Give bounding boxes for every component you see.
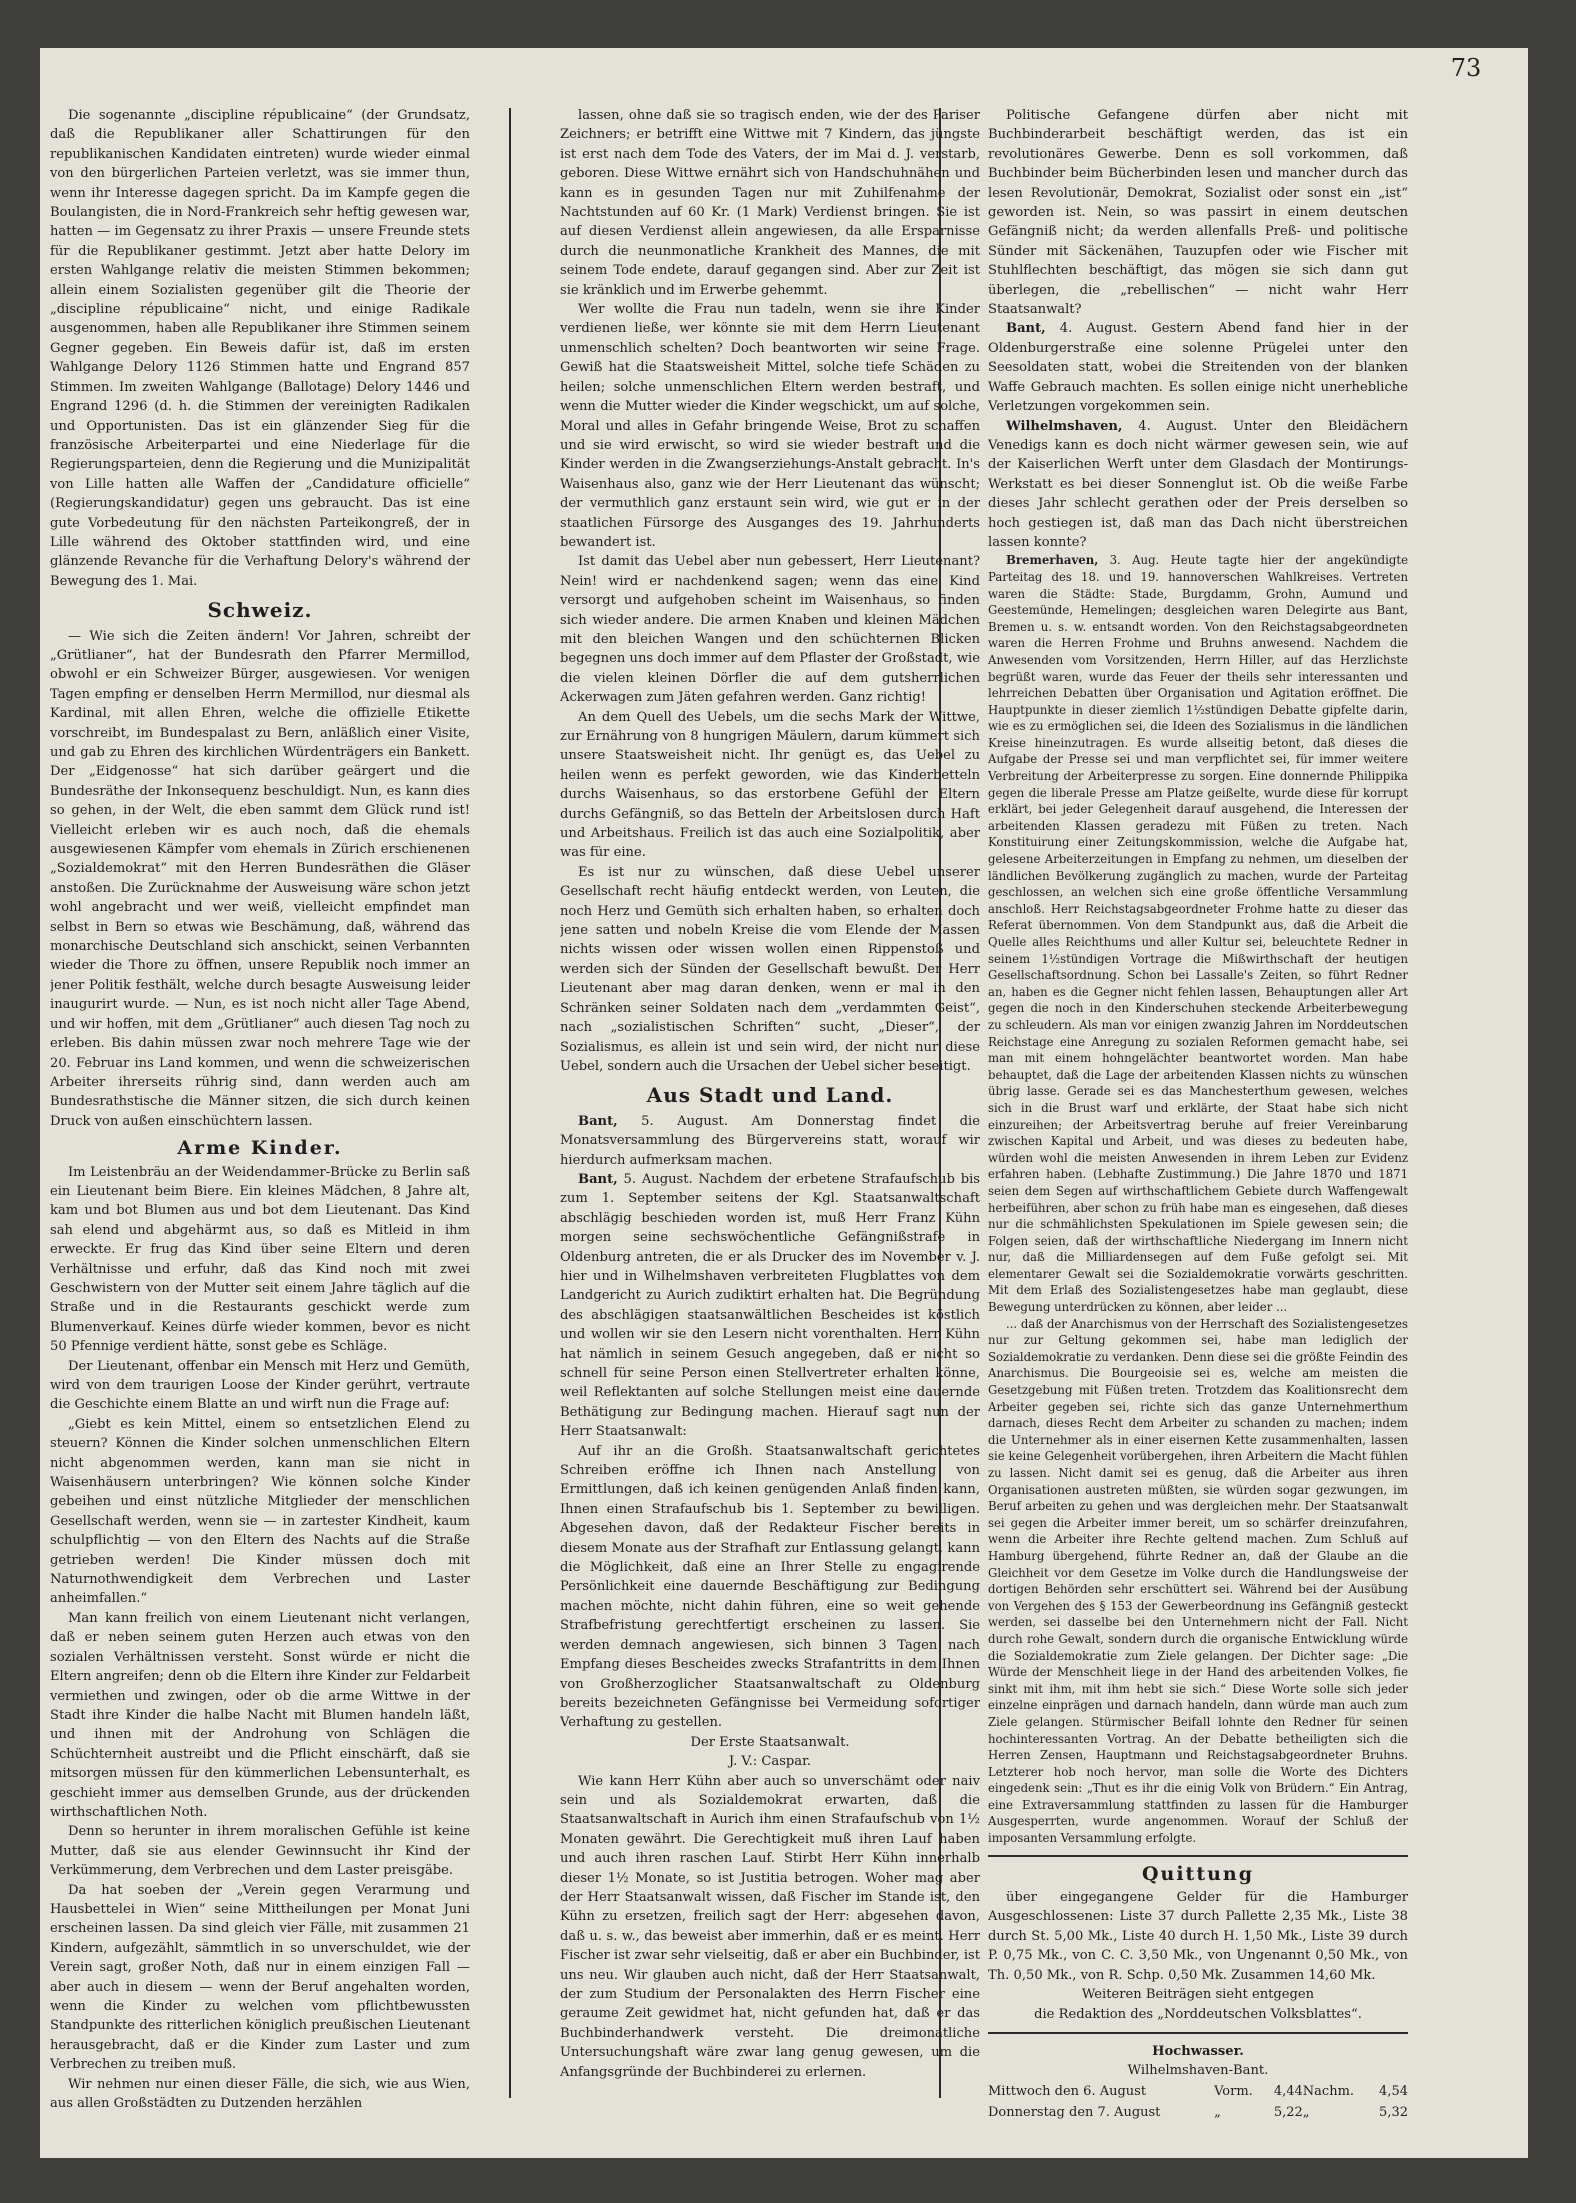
- tide-vorm-time: 4,44: [1273, 2083, 1303, 2099]
- signature-title: Der Erste Staatsanwalt.: [690, 1734, 850, 1750]
- news-item: [988, 552, 1408, 1315]
- article-paragraph: Man kann freilich von einem Lieutenant nicht verlangen, daß er neben seinem guten Herzen auch etwas von den sozialen Verhältnissen versteht. Sonst würde er nicht die Eltern angreifen; denn ob die Eltern ihre Kinder zur Feldarbeit vermiethen und zwingen, oder ob die arme Wittwe in der Stadt ihre Kinder die halbe Nacht mit Blumen handeln läßt, und ihnen mit der Androhung von Schlägen die Schüchternheit austreibt und die Pflicht einschärft, daß sie mitsorgen müssen für den kümmerlichen Lebensunterhalt, es geschieht immer aus demselben Grunde, aus der drückenden wirthschaftlichen Noth.: [50, 1610, 470, 1820]
- tide-nachm-label: „: [1302, 2105, 1310, 2121]
- article-paragraph: Wer wollte die Frau nun tadeln, wenn sie ihre Kinder verdienen ließe, wer könnte sie mit dem Herrn Lieutenant unmenschlich schelten? Doch beantworten wir seine Frage. Gewiß hat die Staatsweisheit Mittel, solche tiefe Schäden zu heilen; solche unmenschlichen Eltern werden bestraft, und wenn die Mutter wieder die Kinder wegschickt, um auf solche, Moral und alles in Gefahr bringende Weise, Brot zu schaffen und sie wird erwischt, so wird sie wieder bestraft und die Kinder werden in die Zwangserziehungs-Anstalt gebracht. In's Waisenhaus also, ganz wie der Herr Lieutenant das wünscht; der vermuthlich ganz erstaunt sein wird, wie gut er in der staatlichen Fürsorge des Ausganges des 19. Jahrhunderts bewandert ist.: [560, 302, 980, 550]
- news-item: [560, 1112, 980, 1170]
- receipt-note: Weiteren Beiträgen sieht entgegen: [1081, 1987, 1315, 2003]
- article-paragraph: lassen, ohne daß sie so tragisch enden, wie der des Pariser Zeichners; er betrifft eine Wittwe mit 7 Kindern, das jüngste ist erst nach dem Tode des Vaters, der im Mai d. J. verstarb, geboren. Diese Wittwe ernährt sich von Handschuhnähen und kann es in gesunden Tagen nur mit Zuhilfenahme der Nachtstunden auf 60 Kr. (1 Mark) Verdienst bringen. Sie ist auf diesen Verdienst allein angewiesen, da alle Ersparnisse durch die neunmonatliche Krankheit des Mannes, die mit seinem Tode endete, darauf gegangen sind. Aber zur Zeit ist sie kränklich und im Erwerbe gehemmt.: [560, 108, 980, 298]
- newspaper-page: [40, 48, 1528, 2158]
- dateline: Bant,: [1006, 321, 1046, 337]
- tide-table: [988, 2081, 1408, 2124]
- tide-day: Mittwoch den 6. August: [988, 2083, 1147, 2099]
- article-paragraph: Wie kann Herr Kühn aber auch so unverschämt oder naiv sein und als Sozialdemokrat erwarten, daß die Staatsanwaltschaft in Aurich ihm einen Strafaufschub von 1½ Monaten gewährt. Die Gerechtigkeit muß ihren Lauf haben und auch ihren raschen Lauf. Stirbt Herr Kühn innerhalb dieser 1½ Monate, so ist Justitia betrogen. Woher mag aber der Herr Staatsanwalt wissen, daß Fischer im Stande ist, den Kühn zu ersetzen, freilich sagt der Herr: abgesehen davon, daß u. s. w., das beweist aber immerhin, daß er es meint. Herr Fischer ist zwar sehr vielseitig, daß er aber ein Buchbinder, ist uns neu. Wir glauben auch nicht, daß der Herr Staatsanwalt, der zum Studium der Personalakten des Herrn Fischer eine geraume Zeit gewidmet hat, nicht gefunden hat, daß er das Buchbinderhandwerk versteht. Die dreimonatliche Untersuchungshaft wäre zwar lang genug gewesen, um die Anfangsgründe der Buchbinderei zu erlernen.: [560, 1773, 980, 2080]
- column-middle: [560, 106, 980, 2124]
- news-text: 5. August. Nachdem der erbetene Strafaufschub bis zum 1. September seitens der Kgl. Staatsanwaltschaft abschlägig beschieden worden ist, muß Herr Franz Kühn morgen seine sechswöchentliche Gefängnißstrafe in Oldenburg antreten, die er als Drucker des im November v. J. hier und in Wilhelmshaven verbreiteten Flugblattes von dem Landgericht zu Aurich zudiktirt erhalten hat. Die Begründung des abschlägigen staatsanwältlichen Bescheides ist köstlich und wollen wir sie den Lesern nicht vorenthalten. Herr Kühn hat nämlich in seinem Gesuch angegeben, daß er nicht so schnell für seine Person einen Stellvertreter erhalten könne, weil Reflektanten auf solche Stellungen meist eine dauernde Bethätigung zur Bedingung machen. Hierauf sagt nun der Herr Staatsanwalt:: [560, 1171, 980, 1440]
- article-paragraph: Es ist nur zu wünschen, daß diese Uebel unserer Gesellschaft recht häufig entdeckt werden, von Leuten, die noch Herz und Gemüth sich erhalten haben, so erhalten doch jene satten und nobeln Kreise die vom Elende der Massen nichts wissen oder wissen wollen einen Rippenstoß und werden sich der Sünden der Gesellschaft bewußt. Der Herr Lieutenant aber mag daran denken, wenn er mal in den Schränken seiner Soldaten nach dem „verdammten Geist“, nach „sozialistischen Schriften“ sucht, „Dieser“, der Sozialismus, es allein ist und sein wird, der nicht nur diese Uebel, sondern auch die Ursachen der Uebel sicher beseitigt.: [560, 864, 980, 1074]
- signature-name: J. V.: Caspar.: [728, 1754, 812, 1770]
- section-heading-schweiz: Schweiz.: [207, 598, 313, 623]
- dateline: Wilhelmshaven,: [1006, 418, 1123, 434]
- article-paragraph: Da hat soeben der „Verein gegen Verarmung und Hausbettelei in Wien“ seine Mittheilungen per Monat Juni erscheinen lassen. Da sind gleich vier Fälle, mit zusammen 21 Kindern, aufgezählt, sämmtlich in so unverschuldet, wie der Verein sagt, großer Noth, daß nur in einem einzigen Fall — aber auch in diesem — wenn der Beruf angehalten worden, wenn die Kinder zu welchen vom pflichtbewussten Standpunkte des ritterlichen königlich preußischen Lieutenant herausgebracht, daß er die Kinder zum Laster und zum Verbrechen zu treiben muß.: [50, 1882, 470, 2073]
- tide-vorm-label: Vorm.: [1214, 2083, 1253, 2099]
- heading-hochwasser: Hochwasser.: [1152, 2043, 1244, 2059]
- news-item: [560, 1170, 980, 1442]
- article-paragraph: An dem Quell des Uebels, um die sechs Mark der Wittwe, zur Ernährung von 8 hungrigen Mäulern, darum kümmert sich unsere Staatsweisheit nicht. Ihr genügt es, das Uebel zu heilen wenn es perfekt geworden, wie das Kinderbetteln durchs Waisenhaus, so das erstorbene Gefühl der Eltern durchs Gefängniß, so das Betteln der Arbeitslosen durch Haft und Arbeitshaus. Freilich ist das auch eine Sozialpolitik, aber was für eine.: [560, 709, 980, 861]
- news-item: [988, 417, 1408, 553]
- divider: [988, 1855, 1408, 1857]
- dateline: Bant,: [578, 1113, 618, 1129]
- news-item: [988, 319, 1408, 416]
- tide-nachm-time: 4,54: [1379, 2083, 1408, 2099]
- article-heading-arme-kinder: Arme Kinder.: [177, 1137, 343, 1160]
- article-paragraph: „Giebt es kein Mittel, einem so entsetzlichen Elend zu steuern? Können die Kinder solchen unmenschlichen Eltern nicht abgenommen werden, kann man sie nicht in Waisenhäusern unterbringen? Wie können solche Kinder gebeihen und einst nützliche Mitglieder der menschlichen Gesellschaft werden, wenn sie — in zartester Kindheit, kaum schulpflichtig — von den Eltern des Nachts auf die Straße getrieben werden! Die Kinder müssen doch mit Naturnothwendigkeit dem Verbrechen und Laster anheimfallen.“: [50, 1416, 470, 1607]
- article-paragraph: Wir nehmen nur einen dieser Fälle, die sich, wie aus Wien, aus allen Großstädten zu Dutzenden herzählen: [50, 2076, 470, 2112]
- news-text: 3. Aug. Heute tagte hier der angekündigte Parteitag des 18. und 19. hannoverschen Wahlkreises. Vertreten waren die Städte: Stade, Burgdamm, Grohn, Aumund und Geestemünde, Hemelingen; desgleichen waren Delegirte aus Bant, Bremen u. s. w. entsandt worden. Von den Reichstagsabgeordneten waren die Herren Frohme und Bruhns anwesend. Nachdem die Anwesenden vom Vorsitzenden, Herrn Hiller, auf das Herzlichste begrüßt waren, wurde das Feuer der theils sehr interessanten und lehrreichen Debatten über Organisation und Agitation eröffnet. Die Hauptpunkte in dieser ziemlich 1½stündigen Debatte gipfelte darin, wie es zu ermöglichen sei, die Ideen des Sozialismus in die ländlichen Kreise hineinzutragen. Es wurde allseitig betont, daß dieses die Aufgabe der Presse sei und man verpflichtet sei, für immer weitere Verbreitung der Arbeiterpresse zu sorgen. Eine donnernde Philippika gegen die liberale Presse am Platze geißelte, wurde diese für korrupt erklärt, bei jeder Gelegenheit darauf ausgehend, die Interessen der arbeitenden Klassen geradezu mit Füßen zu treten. Nach Konstituirung einer Zeitungskommission, welche die Aufgabe hat, gelesene Arbeiterzeitungen in Empfang zu nehmen, um dieselben der ländlichen Bevölkerung zugänglich zu machen, wurde der Parteitag geschlossen, an welchen sich eine große öffentliche Versammlung anschloß. Herr Reichstagsabgeordneter Frohme hatte zu dieser das Referat übernommen. Von dem Standpunkt aus, daß die Arbeit die Quelle alles Reichthums und aller Kultur sei, beleuchtete Redner in seinem 1½stündigen Vortrage die Mißwirthschaft der heutigen Gesellschaftsordnung. Schon bei Lassalle's Zeiten, so führt Redner an, haben es die Gegner nicht fehlen lassen, Behauptungen aller Art gegen die noch in den Kinderschuhen steckende Arbeiterbewegung zu schleudern. Als man vor einigen zwanzig Jahren im Norddeutschen Reichstage eine Anregung zu sozialen Reformen gemacht habe, sei man mit einem hohngelächter beantwortet worden. Man habe behauptet, daß die Lage der arbeitenden Klassen nichts zu wünschen übrig lasse. Gerade sei es das Manchesterthum gewesen, welches sich in die Brust warf und erklärte, der Staat habe sich nicht einzureihen; der Arbeitsvertrag beruhe auf freier Vereinbarung zwischen Kapital und Arbeit, und was dieses zu bedeuten habe, würden wohl die meisten Anwesenden in ihrem Leben zur Evidenz erfahren haben. (Lebhafte Zustimmung.) Die Jahre 1870 und 1871 seien dem Segen auf wirthschaftlichem Gebiete durch Waffengewalt herbeiführen, aber schon zu früh habe man es eingesehen, daß dieses nur die schmählichsten Spekulationen im Spiele gewesen sein; die Folgen seien, daß der wirthschaftliche Niedergang im Innern nicht nur, daß die Milliardensegen auf dem Fuße gefolgt sei. Mit elementarer Gewalt sei die Sozialdemokratie vorwärts geschritten. Mit dem Erlaß des Sozialistengesetzes habe man geglaubt, diese Bewegung unterdrücken zu können, aber leider ...: [988, 553, 1408, 1315]
- hochwasser-location: Wilhelmshaven-Bant.: [1127, 2063, 1269, 2079]
- dateline: Bremerhaven,: [1006, 553, 1099, 568]
- article-paragraph: Ist damit das Uebel aber nun gebessert, Herr Lieutenant? Nein! wird er nachdenkend sagen; wenn das eine Kind versorgt und aufgehoben scheint im Waisenhaus, so finden sich wieder andere. Die armen Knaben und kleinen Mädchen mit den bleichen Wangen und den schüchternen Blicken begegnen uns doch immer auf dem Pflaster der Großstadt, wie die vielen kleinen Dörfler die auf dem gutsherrlichen Ackerwagen zum Jäten gefahren werden. Ganz richtig!: [560, 554, 980, 706]
- receipt-signature: die Redaktion des „Norddeutschen Volksblattes“.: [1034, 2006, 1362, 2022]
- article-paragraph: Der Lieutenant, offenbar ein Mensch mit Herz und Gemüth, wird von dem traurigen Loose der Kinder gerührt, vertraute die Geschichte einem Blatte an und wirft nun die Frage auf:: [50, 1358, 470, 1413]
- article-paragraph: Politische Gefangene dürfen aber nicht mit Buchbinderarbeit beschäftigt werden, das ist ein revolutionäres Gewerbe. Denn es soll vorkommen, daß Buchbinder beim Bücherbinden lesen und mancher durch das lesen Revolutionär, Demokrat, Sozialist oder sonst ein „ist“ geworden ist. Nein, so was passirt in einem deutschen Gefängniß nicht; da werden allenfalls Preß- und politische Sünder mit Säckenähen, Tauzupfen oder wie Fischer mit Stuhlflechten beschäftigt, das mögen sie sich dann gut überlegen, die „rebellischen“ — nicht wahr Herr Staatsanwalt?: [988, 108, 1408, 318]
- section-heading-aus-stadt-und-land: Aus Stadt und Land.: [646, 1083, 894, 1108]
- article-paragraph: Im Leistenbräu an der Weidendammer-Brücke zu Berlin saß ein Lieutenant beim Biere. Ein kleines Mädchen, 8 Jahre alt, kam und bot Blumen aus und bot dem Lieutenant. Das Kind sah elend und abgehärmt aus, so daß es Mitleid in ihm erweckte. Er frug das Kind über seine Eltern und deren Verhältnisse und erfuhr, daß das Kind noch mit zwei Geschwistern von der Mutter seit einem Jahre täglich auf die Straße und in die Restaurants geschickt werde zum Blumenverkauf. Keines dürfe wieder kommen, bevor es nicht 50 Pfennige verdient hätte, sonst gebe es Schläge.: [50, 1164, 470, 1355]
- quoted-letter: Auf ihr an die Großh. Staatsanwaltschaft gerichtetes Schreiben eröffne ich Ihnen nach Anstellung von Ermittlungen, daß ich keinen genügenden Anlaß finden kann, Ihnen einen Strafaufschub bis 1. September zu bewilligen. Abgesehen davon, daß der Redakteur Fischer bereits in diesem Monate aus der Strafhaft zur Entlassung gelangt, kann die Möglichkeit, daß eine an Ihrer Stelle zu engagirende Persönlichkeit eine dauernde Beschäftigung zur Bedingung machen möchte, nicht dahin führen, eine so weit gehende Strafbefristung gerechtfertigt erscheinen zu lassen. Sie werden demnach angewiesen, sich binnen 3 Tagen nach Empfang dieses Bescheides zwecks Strafantritts in dem Ihnen von Großherzoglicher Staatsanwaltschaft zu Oldenburg bereits bezeichneten Gefängnisse bei Vermeidung sofortiger Verhaftung zu gestellen.: [560, 1443, 980, 1731]
- dateline: Bant,: [578, 1171, 618, 1187]
- article-paragraph: Denn so herunter in ihrem moralischen Gefühle ist keine Mutter, daß sie aus elender Gewinnsucht ihr Kind der Verkümmerung, dem Verbrechen und dem Laster preisgäbe.: [50, 1824, 470, 1879]
- page-number: 73: [1450, 54, 1482, 82]
- table-row: [988, 2081, 1408, 2102]
- tide-vorm-label: „: [1214, 2105, 1221, 2121]
- news-text: 4. August. Unter den Bleidächern Venedigs kann es doch nicht wärmer gewesen sein, wie auf der Kaiserlichen Werft unter dem Glasdach der Montirungs-Werkstatt es bei dieser Sonnenglut ist. Ob die weiße Farbe dieses Jahr schlecht gerathen oder der Preis derselben so hoch gestiegen ist, daß man das Dach nicht überstreichen lassen konnte?: [988, 418, 1408, 550]
- receipt-text: über eingegangene Gelder für die Hamburger Ausgeschlossenen: Liste 37 durch Pallette 2,35 Mk., Liste 38 durch St. 5,00 Mk., Liste 40 durch H. 1,50 Mk., Liste 39 durch P. 0,75 Mk., von C. C. 3,50 Mk., von Ungenannt 0,50 Mk., von Th. 0,50 Mk., von R. Schp. 0,50 Mk. Zusammen 14,60 Mk.: [988, 1890, 1408, 1983]
- tide-nachm-label: Nachm.: [1302, 2083, 1355, 2099]
- tide-nachm-time: 5,32: [1379, 2105, 1408, 2121]
- column-right: [988, 106, 1408, 2124]
- report-bremerhaven: [988, 552, 1408, 1846]
- news-text: 5. August. Am Donnerstag findet die Monatsversammlung des Bürgervereins statt, worauf wir hierdurch aufmerksam machen.: [560, 1113, 980, 1168]
- table-row: [988, 2102, 1408, 2123]
- tide-day: Donnerstag den 7. August: [988, 2105, 1161, 2121]
- heading-quittung: Quittung: [1141, 1862, 1255, 1885]
- news-text-continued: ... daß der Anarchismus von der Herrschaft des Sozialistengesetzes nur zur Geltung gekommen sei, habe man lediglich der Sozialdemokratie zu verdanken. Denn diese sei die größte Feindin des Anarchismus. Die Bourgeoisie sei es, welche am meisten die Gesetzgebung mit Füßen treten. Trotzdem das Koalitionsrecht dem Arbeiter gegeben sei, richte sich das ganze Unternehmerthum darnach, dieses Recht dem Arbeiter zu schanden zu machen; indem die Unternehmer als in einer eisernen Kette zusammenhalten, lassen sie keine Gelegenheit vorübergehen, ihren Arbeitern die Macht fühlen zu lassen. Nicht damit sei es genug, daß die Arbeiter aus ihren Organisationen austreten müßten, sie würden sogar gezwungen, im Beruf arbeiten zu gehen und was dergleichen mehr. Der Staatsanwalt sei gegen die Arbeiter immer bereit, um so schärfer dreinzufahren, wenn die Arbeiter ihre Rechte geltend machen. Zum Schluß auf Hamburg übergehend, führte Redner an, daß der Glaube an die Gleichheit vor dem Gesetze im Volke durch die Handlungsweise der dortigen Behörden sehr erschüttert sei. Während bei der Ausübung von Vergehen des § 153 der Gewerbeordnung ins Gefängniß gesteckt werden, sei dasselbe bei den Unternehmern nicht der Fall. Nicht durch rohe Gewalt, sondern durch die organische Entwicklung würde die Sozialdemokratie zum Ziele gelangen. Der Dichter sage: „Die Würde der Menschheit liege in der Hand des arbeitenden Volkes, fie sinkt mit ihm, mit ihm hebt sie sich.“ Diese Worte solle sich jeder einzelne einprägen und darnach handeln, dann würde man auch zum Ziele gelangen. Stürmischer Beifall lohnte den Redner für seinen hochinteressanten Vortrag. An der Debatte betheiligten sich die Herren Zensen, Hauptmann und Reichstagsabgeordneter Bruhns. Letzterer hob noch hervor, man solle die Worte des Dichters eingedenk sein: „Thut es ihr die einig Volk von Brüdern.“ Ein Antrag, eine Extraversammlung stattfinden zu lassen für die Hamburger Ausgesperrten, wurde angenommen. Worauf der Schluß der imposanten Versammlung erfolgte.: [988, 1316, 1408, 1846]
- tide-vorm-time: 5,22: [1273, 2105, 1303, 2121]
- news-text: 4. August. Gestern Abend fand hier in der Oldenburgerstraße eine solenne Prügelei unter den Seesoldaten statt, wobei die Streitenden von der blanken Waffe Gebrauch machten. Es sollen einige nicht unerhebliche Verletzungen vorgekommen sein.: [988, 321, 1408, 415]
- divider: [988, 2032, 1408, 2034]
- article-paragraph: — Wie sich die Zeiten ändern! Vor Jahren, schreibt der „Grütlianer“, hat der Bundesrath den Pfarrer Mermillod, obwohl er ein Schweizer Bürger, ausgewiesen. Vor wenigen Tagen empfing er denselben Herrn Mermillod, nur diesmal als Kardinal, mit allen Ehren, welche die offizielle Etikette vorschreibt, im Bundespalast zu Bern, anläßlich einer Visite, und gab zu Ehren des kirchlichen Würdenträgers ein Bankett. Der „Eidgenosse“ hat sich darüber geärgert und die Bundesräthe der Inkonsequenz beschuldigt. Nun, es kann dies so gehen, in der Welt, die eben sammt dem Glück rund ist! Vielleicht erleben wir es auch noch, daß die ehemals ausgewiesenen Kämpfer vom ehemals in Zürich erschienenen „Sozialdemokrat“ mit den Herren Bundesräthen die Gläser anstoßen. Die Zurücknahme der Ausweisung wäre schon jetzt wohl angebracht und wer weiß, vielleicht empfindet man selbst in Bern so etwas wie Beschämung, daß, während das monarchische Deutschland sich anschickt, seinen Verbannten wieder die Thore zu öffnen, unsere Republik noch immer an jener Politik festhält, welche durch besagte Ausweisung leider inaugurirt wurde. — Nun, es ist noch nicht aller Tage Abend, und wir hoffen, mit dem „Grütlianer“ auch diesen Tag noch zu erleben. Bis dahin müssen zwar noch mehrere Tage wie der 20. Februar ins Land kommen, und wenn die schweizerischen Arbeiter ihrerseits rührig sind, dann werden auch am Bundesrathstische die Männer sitzen, die sich durch keinen Druck von außen einschüchtern lassen.: [50, 628, 470, 1129]
- article-paragraph: Die sogenannte „discipline républicaine“ (der Grundsatz, daß die Republikaner aller Schattirungen für den republikanischen Kandidaten eintreten) wurde wieder einmal von den bürgerlichen Parteien verletzt, was sie immer thun, wenn ihr Interesse dagegen spricht. Da im Kampfe gegen die Boulangisten, die in Nord-Frankreich sehr heftig gewesen war, hatten — im Gegensatz zu ihrer Praxis — unsere Freunde stets für die Republikaner gestimmt. Jetzt aber hatte Delory im ersten Wahlgange relativ die meisten Stimmen bekommen; allein einem Sozialisten gegenüber gilt die Theorie der „discipline républicaine“ nicht, und einige Radikale ausgenommen, haben alle Republikaner ihre Stimmen seinem Gegner gegeben. Ein Beweis dafür ist, daß im ersten Wahlgange Delory 1126 Stimmen hatte und Engrand 857 Stimmen. Im zweiten Wahlgange (Ballotage) Delory 1446 und Engrand 1296 (d. h. die Stimmen der vereinigten Radikalen und Opportunisten. Das ist ein glänzender Sieg für die französische Arbeiterpartei und eine Niederlage für die Regierungsparteien, denn die Regierung und die Munizipalität von Lille hatten alle Waffen der „Candidature officielle“ (Regierungskandidatur) gegen uns gebraucht. Das ist eine gute Vorbedeutung für den nächsten Parteikongreß, der in Lille während des Oktober stattfinden wird, und eine glänzende Revanche für die Verhaftung Delory's während der Bewegung des 1. Mai.: [50, 108, 470, 589]
- column-rule: [509, 108, 511, 2098]
- column-left: [50, 106, 470, 2124]
